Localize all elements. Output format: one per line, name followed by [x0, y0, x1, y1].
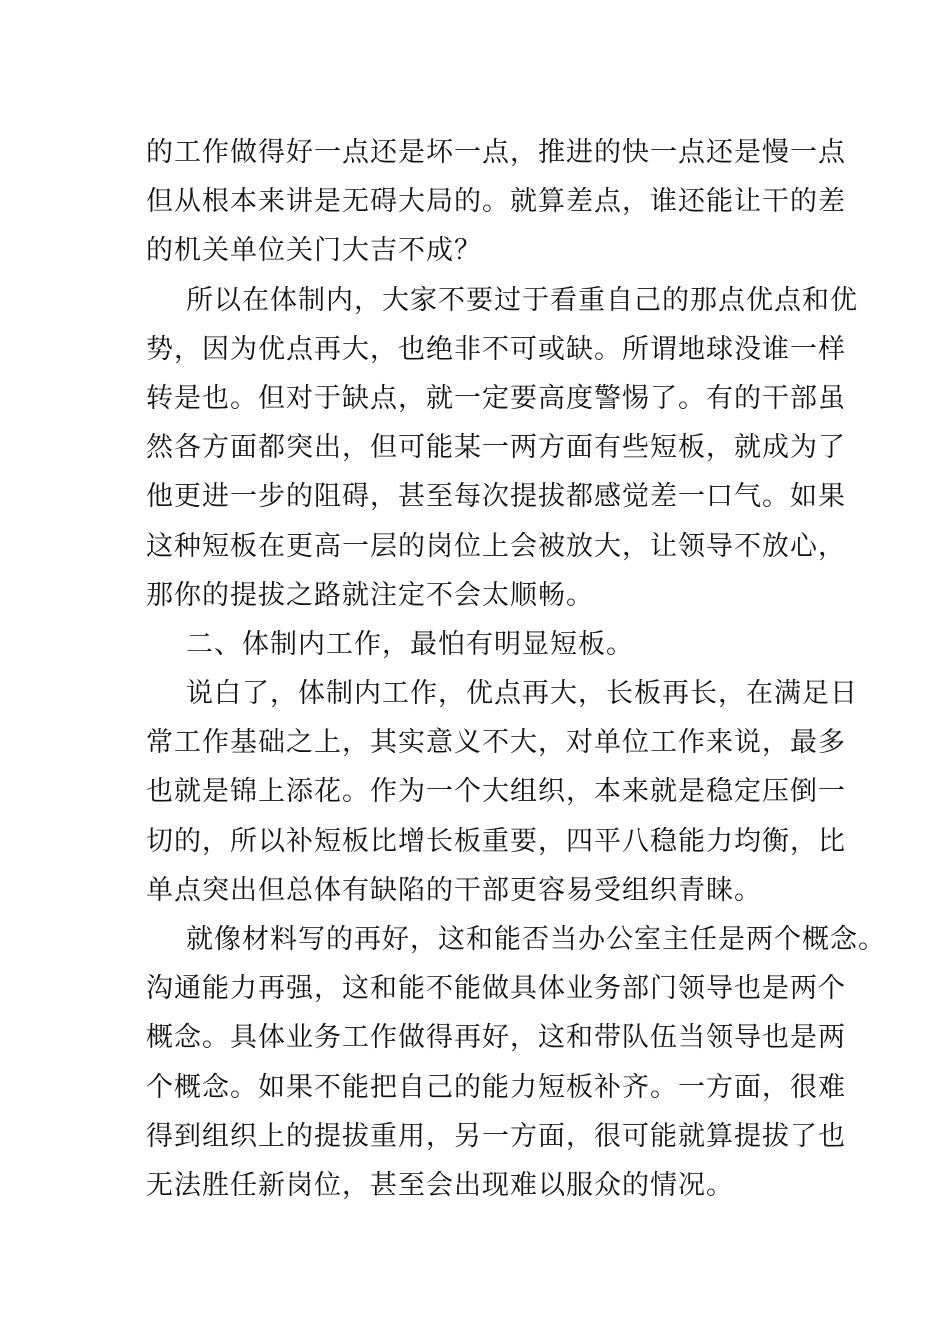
text-line-18: 沟通能力再强，这和能不能做具体业务部门领导也是两个 [146, 973, 846, 1005]
text-line-8: 他更进一步的阻碍，甚至每次提拔都感觉差一口气。如果 [146, 481, 846, 513]
paragraph-start-line: 就像材料写的再好，这和能否当办公室主任是两个概念。 [186, 924, 886, 955]
text-line-7: 然各方面都突出，但可能某一两方面有些短板，就成为了 [146, 432, 846, 464]
text-line-6: 转是也。但对于缺点，就一定要高度警惕了。有的干部虽 [146, 382, 846, 414]
text-line-15: 切的，所以补短板比增长板重要，四平八稳能力均衡，比 [146, 825, 846, 857]
text-line-16: 单点突出但总体有缺陷的干部更容易受组织青睐。 [146, 874, 762, 906]
body-text [146, 128, 886, 1210]
text-line-20: 个概念。如果不能把自己的能力短板补齐。一方面，很难 [146, 1071, 846, 1103]
section-heading: 二、体制内工作，最怕有明显短板。 [186, 628, 634, 660]
text-line-1: 的工作做得好一点还是坏一点，推进的快一点还是慢一点 [146, 137, 846, 168]
paragraph-start-line: 所以在体制内，大家不要过于看重自己的那点优点和优 [186, 284, 858, 316]
text-line-19: 概念。具体业务工作做得再好，这和带队伍当领导也是两 [146, 1022, 846, 1054]
text-line-22: 无法胜任新岗位，甚至会出现难以服众的情况。 [146, 1169, 734, 1201]
text-line-3: 的机关单位关门大吉不成？ [146, 235, 482, 267]
text-line-21: 得到组织上的提拔重用，另一方面，很可能就算提拔了也 [146, 1120, 846, 1152]
text-line-2: 但从根本来讲是无碍大局的。就算差点，谁还能让干的差 [146, 186, 846, 218]
text-line-13: 常工作基础之上，其实意义不大，对单位工作来说，最多 [146, 727, 846, 759]
paragraph-start-line: 说白了，体制内工作，优点再大，长板再长，在满足日 [186, 678, 858, 710]
text-line-5: 势，因为优点再大，也绝非不可或缺。所谓地球没谁一样 [146, 333, 846, 365]
text-line-9: 这种短板在更高一层的岗位上会被放大，让领导不放心， [146, 530, 846, 562]
text-line-10: 那你的提拔之路就注定不会太顺畅。 [146, 579, 594, 611]
text-line-14: 也就是锦上添花。作为一个大组织，本来就是稳定压倒一 [146, 776, 846, 808]
